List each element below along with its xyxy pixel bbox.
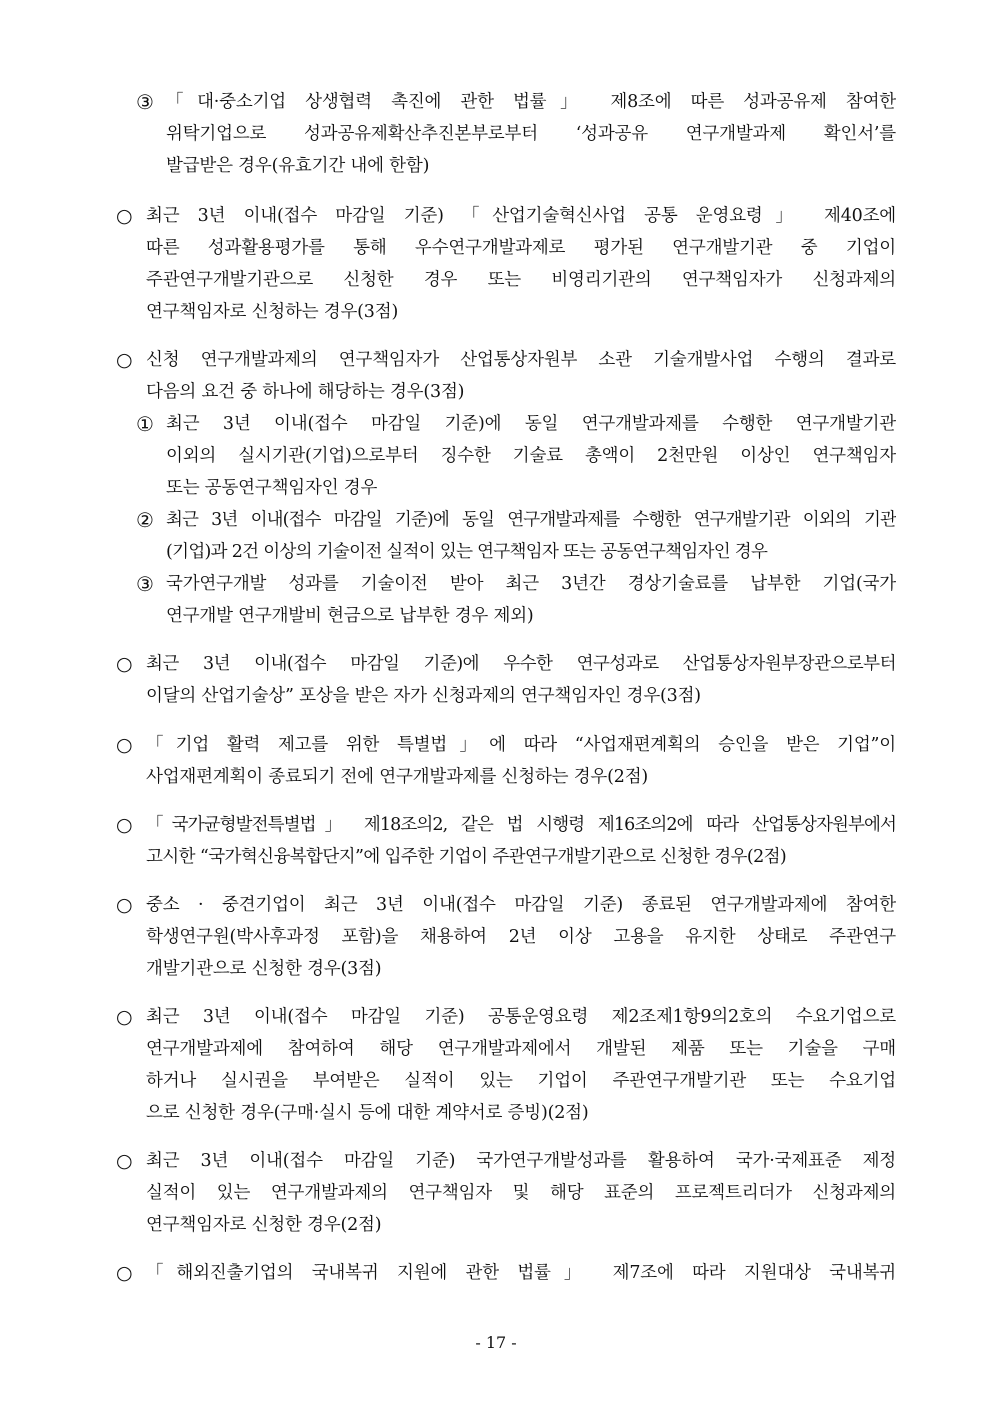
bullet-circle-icon: ○ — [116, 894, 133, 916]
text-line: 국가연구개발 성과를 기술이전 받아 최근 3년간 경상기술료를 납부한 기업(국가 — [166, 574, 896, 594]
bullet-item-balanced-development — [116, 809, 896, 873]
text-line: 따른 성과활용평가를 통해 우수연구개발과제로 평가된 연구개발기관 중 기업이 — [146, 238, 896, 258]
bullet-item-reshoring — [116, 1257, 896, 1289]
text-line: 발급받은 경우(유효기간 내에 한함) — [166, 156, 430, 176]
text-line: 으로 신청한 경우(구매·실시 등에 대한 계약서로 증빙)(2점) — [146, 1103, 589, 1123]
text-line: 연구개발과제에 참여하여 해당 연구개발과제에서 개발된 제품 또는 기술을 구매 — [146, 1039, 896, 1059]
bullet-circle-icon: ○ — [116, 734, 133, 756]
text-line: 이달의 산업기술상” 포상을 받은 자가 신청과제의 연구책임자인 경우(3점) — [146, 686, 701, 706]
bullet-item-demand-company — [116, 1001, 896, 1129]
text-line: 연구책임자로 신청한 경우(2점) — [146, 1215, 382, 1235]
text-line: 중소 · 중견기업이 최근 3년 이내(접수 마감일 기준) 종료된 연구개발과제에 참여한 — [146, 895, 896, 915]
page-number: - 17 - — [475, 1333, 517, 1352]
text-line: 또는 공동연구책임자인 경우 — [166, 478, 378, 498]
text-line: 「기업 활력 제고를 위한 특별법」에 따라 “사업재편계획의 승인을 받은 기업”이 — [146, 735, 896, 755]
text-line: 실적이 있는 연구개발과제의 연구책임자 및 해당 표준의 프로젝트리더가 신청과제의 — [146, 1183, 896, 1203]
text-line: 신청 연구개발과제의 연구책임자가 산업통상자원부 소관 기술개발사업 수행의 결과로 — [146, 350, 896, 370]
bullet-circle-icon: ○ — [116, 1150, 133, 1172]
bullet-item-technology-award — [116, 648, 896, 712]
sub-item-1-royalty — [136, 408, 896, 504]
text-line: (기업)과 2건 이상의 기술이전 실적이 있는 연구책임자 또는 공동연구책임자인 경우 — [166, 542, 768, 562]
text-line: 연구책임자로 신청하는 경우(3점) — [146, 302, 399, 322]
text-line: 개발기관으로 신청한 경우(3점) — [146, 959, 382, 979]
text-line: 「국가균형발전특별법」 제18조의2, 같은 법 시행령 제16조의2에 따라 산업통상자원부에서 — [146, 815, 896, 835]
bullet-item-student-researcher — [116, 889, 896, 985]
text-line: 사업재편계획이 종료되기 전에 연구개발과제를 신청하는 경우(2점) — [146, 767, 649, 787]
circled-number-three: ③ — [136, 572, 154, 596]
sub-item-2-tech-transfer — [136, 504, 896, 568]
bullet-item-standards — [116, 1145, 896, 1241]
text-line: 최근 3년 이내(접수 마감일 기준)에 우수한 연구성과로 산업통상자원부장관으로부터 — [146, 654, 896, 674]
bullet-item-business-restructuring — [116, 729, 896, 793]
text-line: 하거나 실시권을 부여받은 실적이 있는 기업이 주관연구개발기관 또는 수요기업 — [146, 1071, 896, 1091]
bullet-circle-icon: ○ — [116, 1262, 133, 1284]
bullet-circle-icon: ○ — [116, 205, 133, 227]
text-line: 학생연구원(박사후과정 포함)을 채용하여 2년 이상 고용을 유지한 상태로 주관연구 — [146, 927, 896, 947]
text-line: 최근 3년 이내(접수 마감일 기준)에 동일 연구개발과제를 수행한 연구개발기관 이외의 기관 — [166, 510, 896, 530]
bullet-circle-icon: ○ — [116, 814, 133, 836]
text-line: 위탁기업으로 성과공유제확산추진본부로부터 ‘성과공유 연구개발과제 확인서’를 — [166, 124, 896, 144]
circled-number-three: ③ — [136, 90, 154, 114]
text-line: 최근 3년 이내(접수 마감일 기준) 국가연구개발성과를 활용하여 국가·국제표준 제정 — [146, 1151, 896, 1171]
sub-item-3-profit-sharing — [136, 86, 896, 182]
text-line: 「해외진출기업의 국내복귀 지원에 관한 법률」 제7조에 따라 지원대상 국내복귀 — [146, 1263, 896, 1283]
bullet-circle-icon: ○ — [116, 349, 133, 371]
text-line: 다음의 요건 중 하나에 해당하는 경우(3점) — [146, 382, 465, 402]
text-line: 최근 3년 이내(접수 마감일 기준)에 동일 연구개발과제를 수행한 연구개발기관 — [166, 414, 896, 434]
text-line: 최근 3년 이내(접수 마감일 기준) 「산업기술혁신사업 공통 운영요령」 제40조에 — [146, 206, 896, 226]
text-line: 「대·중소기업 상생협력 촉진에 관한 법률」 제8조에 따른 성과공유제 참여한 — [166, 92, 896, 112]
circled-number-two: ② — [136, 508, 154, 532]
sub-item-3-royalty-payment — [136, 568, 896, 632]
text-line: 주관연구개발기관으로 신청한 경우 또는 비영리기관의 연구책임자가 신청과제의 — [146, 270, 896, 290]
text-line: 연구개발 연구개발비 현금으로 납부한 경우 제외) — [166, 606, 534, 626]
bullet-item-performance-evaluation — [116, 200, 896, 328]
text-line: 최근 3년 이내(접수 마감일 기준) 공통운영요령 제2조제1항9의2호의 수요기업으로 — [146, 1007, 896, 1027]
bullet-circle-icon: ○ — [116, 1006, 133, 1028]
circled-number-one: ① — [136, 412, 154, 436]
text-line: 이외의 실시기관(기업)으로부터 징수한 기술료 총액이 2천만원 이상인 연구책임자 — [166, 446, 896, 466]
bullet-circle-icon: ○ — [116, 653, 133, 675]
bullet-item-research-lead-results — [116, 344, 896, 408]
text-line: 고시한 “국가혁신융복합단지”에 입주한 기업이 주관연구개발기관으로 신청한 경우(2점) — [146, 847, 787, 867]
